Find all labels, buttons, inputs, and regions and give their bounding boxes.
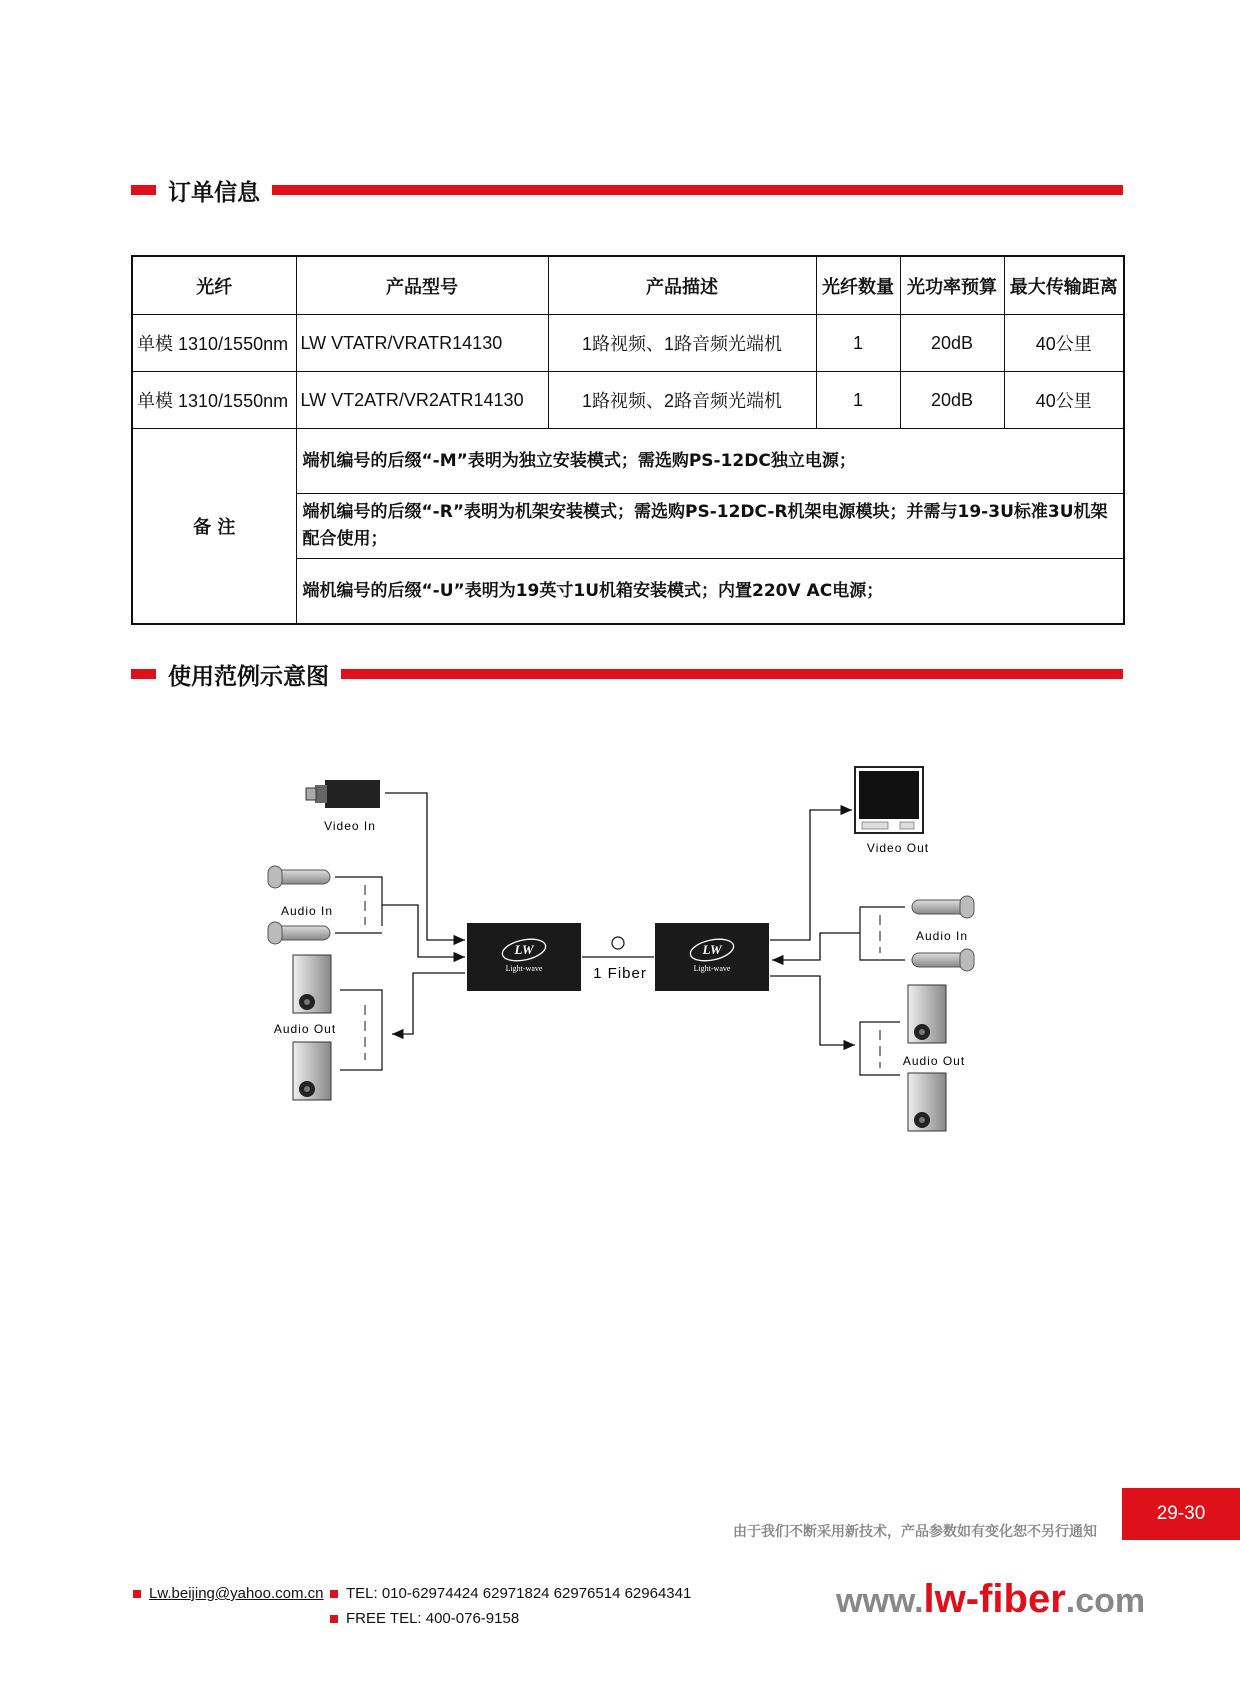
label-audio-out-left: Audio Out xyxy=(273,1022,337,1036)
table-header-row xyxy=(132,256,1124,315)
notes-label: 备 注 xyxy=(132,429,296,625)
section-header-order-info xyxy=(131,175,1123,205)
notes-row xyxy=(132,429,1124,494)
camera-icon xyxy=(306,780,380,808)
section-rule xyxy=(272,185,1123,195)
site-prefix: www. xyxy=(836,1582,924,1620)
device-logo: LW xyxy=(702,942,722,957)
note-item: 端机编号的后缀“-U”表明为19英寸1U机箱安装模式；内置220V AC电源； xyxy=(296,559,1124,625)
order-table xyxy=(131,255,1125,625)
fiber-connector-icon xyxy=(612,937,624,949)
col-header-power-budget: 光功率预算 xyxy=(900,256,1004,315)
table-row xyxy=(132,372,1124,429)
microphone-icon xyxy=(912,896,974,918)
cell-fiber-count: 1 xyxy=(816,372,900,429)
col-header-description: 产品描述 xyxy=(548,256,816,315)
site-main: lw-fiber xyxy=(923,1577,1066,1621)
website-link[interactable] xyxy=(836,1577,1145,1622)
monitor-icon xyxy=(855,767,923,833)
col-header-fiber-count: 光纤数量 xyxy=(816,256,900,315)
usage-diagram xyxy=(0,740,1240,1160)
col-header-fiber: 光纤 xyxy=(132,256,296,315)
cell-description: 1路视频、2路音频光端机 xyxy=(548,372,816,429)
bullet-icon xyxy=(330,1590,338,1598)
footer-email-row xyxy=(133,1585,324,1602)
label-fiber: 1 Fiber xyxy=(593,965,647,982)
free-tel-text: FREE TEL: 400-076-9158 xyxy=(346,1610,520,1627)
page-number: 29-30 xyxy=(1122,1488,1240,1540)
label-audio-in-right: Audio In xyxy=(915,929,969,943)
cell-fiber-count: 1 xyxy=(816,315,900,372)
email-link[interactable]: Lw.beijing@yahoo.com.cn xyxy=(149,1585,324,1602)
label-audio-out-right: Audio Out xyxy=(902,1054,966,1068)
footer-tel-row xyxy=(330,1585,691,1602)
speaker-icon xyxy=(293,955,331,1013)
cell-max-distance: 40公里 xyxy=(1004,315,1124,372)
cell-fiber: 单模 1310/1550nm xyxy=(132,372,296,429)
cell-model: LW VTATR/VRATR14130 xyxy=(296,315,548,372)
device-logo: LW xyxy=(514,942,534,957)
note-item: 端机编号的后缀“-M”表明为独立安装模式；需选购PS-12DC独立电源； xyxy=(296,429,1124,494)
bullet-icon xyxy=(133,1590,141,1598)
section-rule xyxy=(341,669,1123,679)
section-header-usage-example xyxy=(131,659,1123,689)
site-suffix: .com xyxy=(1065,1582,1146,1620)
cell-description: 1路视频、1路音频光端机 xyxy=(548,315,816,372)
speaker-icon xyxy=(908,1073,946,1131)
note-item: 端机编号的后缀“-R”表明为机架安装模式；需选购PS-12DC-R机架电源模块；并需与19-3U标准3U机架配合使用； xyxy=(296,494,1124,559)
speaker-icon xyxy=(908,985,946,1043)
microphone-icon xyxy=(268,866,330,888)
cell-power-budget: 20dB xyxy=(900,315,1004,372)
speaker-icon xyxy=(293,1042,331,1100)
col-header-model: 产品型号 xyxy=(296,256,548,315)
section-title: 使用范例示意图 xyxy=(168,663,329,690)
label-audio-in-left: Audio In xyxy=(280,904,334,918)
change-notice: 由于我们不断采用新技术，产品参数如有变化恕不另行通知 xyxy=(733,1524,1097,1540)
receiver-device xyxy=(655,923,769,991)
device-brand: Light-wave xyxy=(505,964,543,973)
label-video-in-left: Video In xyxy=(324,819,376,833)
section-marker xyxy=(131,669,156,679)
cell-max-distance: 40公里 xyxy=(1004,372,1124,429)
cell-model: LW VT2ATR/VR2ATR14130 xyxy=(296,372,548,429)
section-title: 订单信息 xyxy=(168,179,260,206)
cell-power-budget: 20dB xyxy=(900,372,1004,429)
transmitter-device xyxy=(467,923,581,991)
microphone-icon xyxy=(268,922,330,944)
tel-text: TEL: 010-62974424 62971824 62976514 62964341 xyxy=(346,1585,692,1602)
device-brand: Light-wave xyxy=(693,964,731,973)
section-marker xyxy=(131,185,156,195)
bullet-icon xyxy=(330,1615,338,1623)
microphone-icon xyxy=(912,949,974,971)
col-header-max-distance: 最大传输距离 xyxy=(1004,256,1124,315)
cell-fiber: 单模 1310/1550nm xyxy=(132,315,296,372)
footer-free-tel-row xyxy=(330,1610,519,1627)
label-video-out-right: Video Out xyxy=(866,841,930,855)
table-row xyxy=(132,315,1124,372)
